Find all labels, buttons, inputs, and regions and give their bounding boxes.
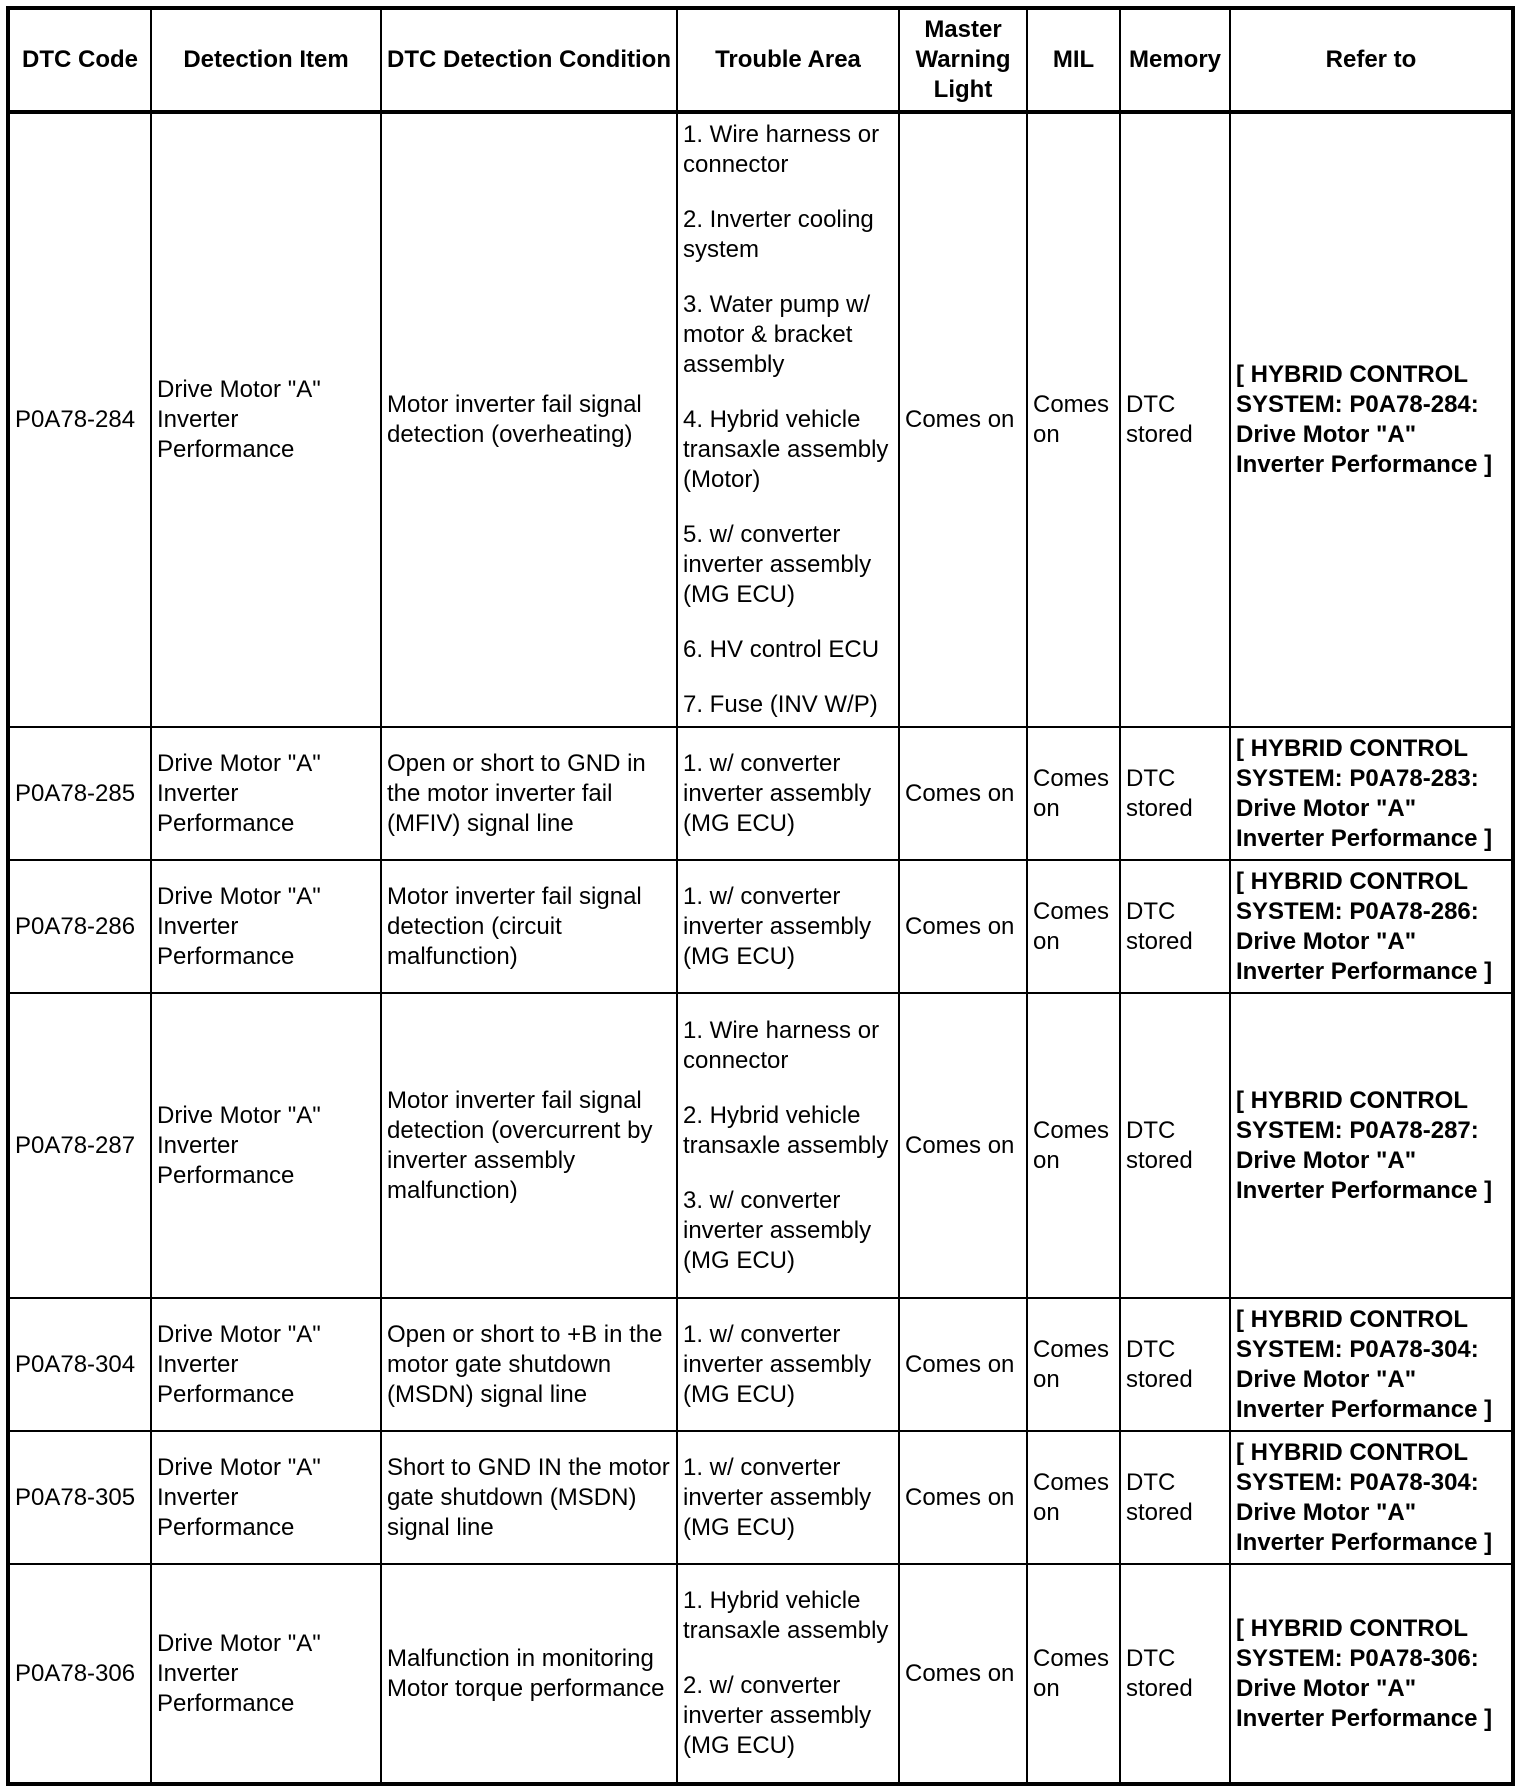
memory-cell: DTC stored — [1120, 1564, 1230, 1784]
trouble-area-item: 4. Hybrid vehicle transaxle assembly (Motor) — [683, 406, 889, 493]
detection-item-cell: Drive Motor "A" Inverter Performance — [151, 1431, 381, 1564]
master-warning-cell: Comes on — [899, 727, 1027, 860]
trouble-area-cell — [677, 860, 899, 993]
trouble-area-item: 2. Inverter cooling system — [683, 206, 874, 263]
trouble-area-item: 2. Hybrid vehicle transaxle assembly — [683, 1101, 889, 1159]
trouble-area-item: 3. Water pump w/ motor & bracket assembly — [683, 291, 871, 378]
master-warning-cell: Comes on — [899, 1564, 1027, 1784]
header-detection-item: Detection Item — [151, 8, 381, 112]
trouble-area-cell — [677, 112, 899, 727]
refer-to-cell: [ HYBRID CONTROL SYSTEM: P0A78-304: Drive Motor "A" Inverter Performance ] — [1230, 1431, 1513, 1564]
trouble-area-item: 6. HV control ECU — [683, 636, 880, 663]
mil-cell: Comes on — [1027, 993, 1120, 1298]
dtc-code-cell: P0A78-305 — [8, 1431, 151, 1564]
detection-item-cell: Drive Motor "A" Inverter Performance — [151, 1298, 381, 1431]
detection-condition-cell: Short to GND IN the motor gate shutdown (MSDN) signal line — [381, 1431, 677, 1564]
detection-condition-cell: Motor inverter fail signal detection (circuit malfunction) — [381, 860, 677, 993]
header-dtc-code: DTC Code — [8, 8, 151, 112]
trouble-area-cell — [677, 993, 899, 1298]
table-row — [8, 1431, 1513, 1564]
trouble-area-item: 1. Wire harness or connector — [683, 1016, 880, 1074]
refer-to-cell: [ HYBRID CONTROL SYSTEM: P0A78-304: Drive Motor "A" Inverter Performance ] — [1230, 1298, 1513, 1431]
dtc-code-cell: P0A78-285 — [8, 727, 151, 860]
table-header-row — [8, 8, 1513, 112]
refer-to-cell: [ HYBRID CONTROL SYSTEM: P0A78-306: Drive Motor "A" Inverter Performance ] — [1230, 1564, 1513, 1784]
master-warning-cell: Comes on — [899, 1298, 1027, 1431]
header-detection-condition: DTC Detection Condition — [381, 8, 677, 112]
refer-to-cell: [ HYBRID CONTROL SYSTEM: P0A78-284: Drive Motor "A" Inverter Performance ] — [1230, 112, 1513, 727]
detection-item-cell: Drive Motor "A" Inverter Performance — [151, 860, 381, 993]
memory-cell: DTC stored — [1120, 860, 1230, 993]
memory-cell: DTC stored — [1120, 112, 1230, 727]
trouble-area-item: 5. w/ converter inverter assembly (MG ECU) — [683, 521, 872, 608]
dtc-code-cell: P0A78-284 — [8, 112, 151, 727]
dtc-code-cell: P0A78-306 — [8, 1564, 151, 1784]
dtc-code-cell: P0A78-286 — [8, 860, 151, 993]
detection-condition-cell: Motor inverter fail signal detection (overheating) — [381, 112, 677, 727]
mil-cell: Comes on — [1027, 1431, 1120, 1564]
table-row — [8, 860, 1513, 993]
memory-cell: DTC stored — [1120, 993, 1230, 1298]
memory-cell: DTC stored — [1120, 727, 1230, 860]
master-warning-cell: Comes on — [899, 993, 1027, 1298]
detection-condition-cell: Motor inverter fail signal detection (overcurrent by inverter assembly malfunction) — [381, 993, 677, 1298]
trouble-area-item: 3. w/ converter inverter assembly (MG ECU) — [683, 1186, 872, 1274]
trouble-area-item: 7. Fuse (INV W/P) — [683, 691, 878, 718]
trouble-area-cell — [677, 727, 899, 860]
trouble-area-cell — [677, 1298, 899, 1431]
dtc-table — [6, 6, 1515, 1786]
memory-cell: DTC stored — [1120, 1431, 1230, 1564]
table-row — [8, 993, 1513, 1298]
trouble-area-cell — [677, 1564, 899, 1784]
master-warning-cell: Comes on — [899, 1431, 1027, 1564]
trouble-area-item: 1. Wire harness or connector — [683, 121, 880, 178]
header-trouble-area: Trouble Area — [677, 8, 899, 112]
table-row — [8, 1298, 1513, 1431]
mil-cell: Comes on — [1027, 1298, 1120, 1431]
mil-cell: Comes on — [1027, 1564, 1120, 1784]
trouble-area-item: 1. w/ converter inverter assembly (MG ECU) — [683, 1453, 872, 1541]
master-warning-cell: Comes on — [899, 112, 1027, 727]
mil-cell: Comes on — [1027, 727, 1120, 860]
header-mil: MIL — [1027, 8, 1120, 112]
detection-item-cell: Drive Motor "A" Inverter Performance — [151, 112, 381, 727]
detection-item-cell: Drive Motor "A" Inverter Performance — [151, 993, 381, 1298]
detection-item-cell: Drive Motor "A" Inverter Performance — [151, 1564, 381, 1784]
memory-cell: DTC stored — [1120, 1298, 1230, 1431]
trouble-area-item: 1. w/ converter inverter assembly (MG ECU) — [683, 1320, 872, 1408]
refer-to-cell: [ HYBRID CONTROL SYSTEM: P0A78-287: Drive Motor "A" Inverter Performance ] — [1230, 993, 1513, 1298]
detection-condition-cell: Malfunction in monitoring Motor torque performance — [381, 1564, 677, 1784]
trouble-area-cell — [677, 1431, 899, 1564]
header-refer-to: Refer to — [1230, 8, 1513, 112]
dtc-table-container — [6, 6, 1511, 1786]
header-memory: Memory — [1120, 8, 1230, 112]
table-row — [8, 727, 1513, 860]
trouble-area-item: 2. w/ converter inverter assembly (MG ECU) — [683, 1672, 872, 1759]
table-row — [8, 1564, 1513, 1784]
detection-condition-cell: Open or short to +B in the motor gate shutdown (MSDN) signal line — [381, 1298, 677, 1431]
mil-cell: Comes on — [1027, 112, 1120, 727]
header-master-warning-light: Master Warning Light — [899, 8, 1027, 112]
dtc-code-cell: P0A78-287 — [8, 993, 151, 1298]
mil-cell: Comes on — [1027, 860, 1120, 993]
trouble-area-item: 1. w/ converter inverter assembly (MG ECU) — [683, 882, 872, 970]
trouble-area-item: 1. Hybrid vehicle transaxle assembly — [683, 1587, 889, 1644]
refer-to-cell: [ HYBRID CONTROL SYSTEM: P0A78-286: Drive Motor "A" Inverter Performance ] — [1230, 860, 1513, 993]
table-row — [8, 112, 1513, 727]
trouble-area-item: 1. w/ converter inverter assembly (MG ECU) — [683, 749, 872, 837]
refer-to-cell: [ HYBRID CONTROL SYSTEM: P0A78-283: Drive Motor "A" Inverter Performance ] — [1230, 727, 1513, 860]
detection-condition-cell: Open or short to GND in the motor inverter fail (MFIV) signal line — [381, 727, 677, 860]
master-warning-cell: Comes on — [899, 860, 1027, 993]
detection-item-cell: Drive Motor "A" Inverter Performance — [151, 727, 381, 860]
dtc-code-cell: P0A78-304 — [8, 1298, 151, 1431]
